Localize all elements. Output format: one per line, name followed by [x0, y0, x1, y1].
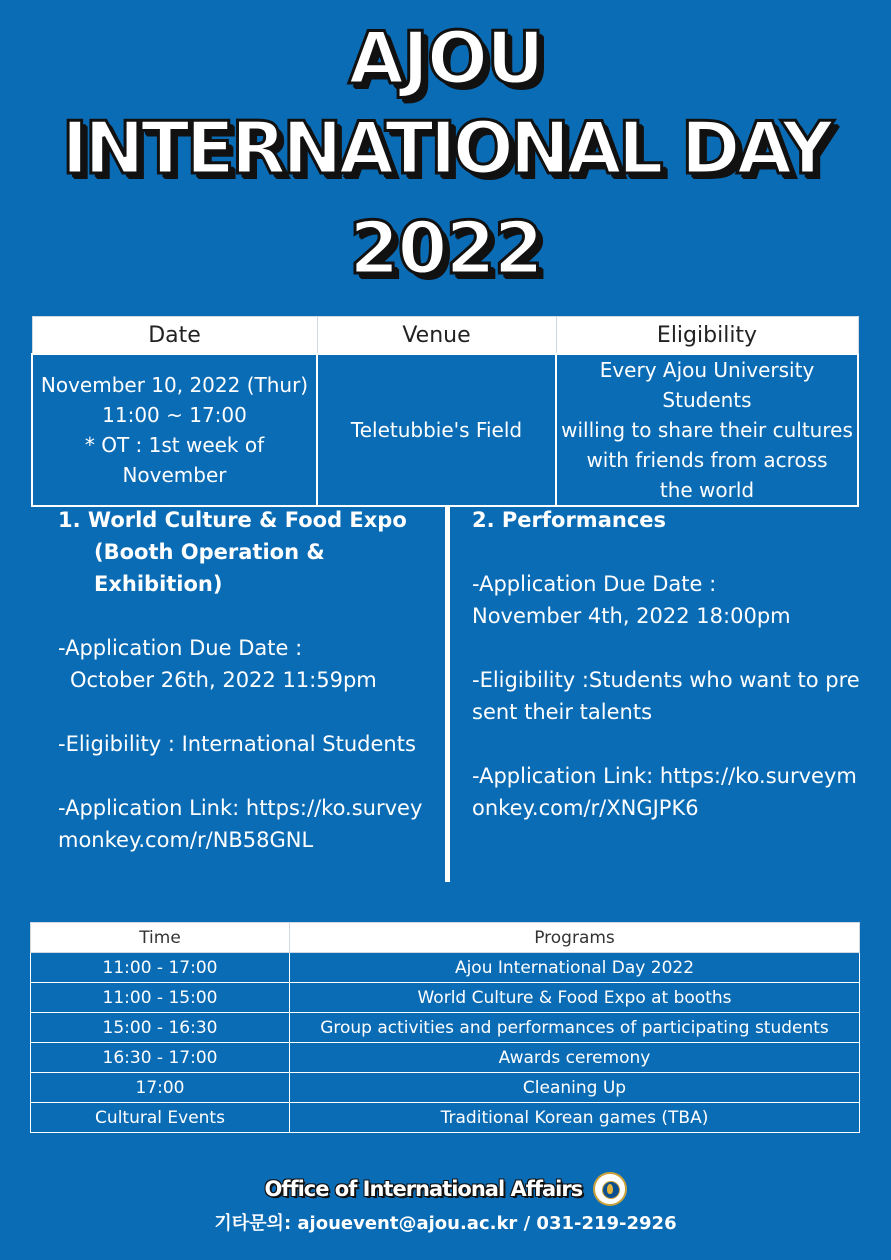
eligibility-cell — [556, 354, 858, 506]
performances-heading: 2. Performances — [472, 508, 667, 532]
title-international-day: INTERNATIONAL DAY — [61, 106, 830, 190]
expo-heading: 1. World Culture & Food Expo — [58, 508, 407, 532]
eligibility-line: with friends from across — [586, 448, 828, 472]
section-performances — [472, 504, 864, 824]
expo-subheading: (Booth Operation & Exhibition) — [94, 540, 325, 596]
table-row — [31, 1103, 860, 1133]
section-divider — [445, 506, 450, 882]
performances-due-date: November 4th, 2022 18:00pm — [472, 604, 791, 628]
info-header-row — [32, 317, 858, 355]
schedule-program: Traditional Korean games (TBA) — [290, 1103, 860, 1133]
title-year: 2022 — [349, 206, 542, 290]
header-venue: Venue — [317, 317, 556, 355]
schedule-program: Cleaning Up — [290, 1073, 860, 1103]
schedule-program: Awards ceremony — [290, 1043, 860, 1073]
schedule-time: Cultural Events — [31, 1103, 290, 1133]
event-info-table — [31, 316, 859, 507]
orientation-note: * OT : 1st week of November — [84, 433, 265, 487]
performances-eligibility: -Eligibility :Students who want to present their talents — [472, 668, 860, 724]
schedule-time: 11:00 - 15:00 — [31, 983, 290, 1013]
header-time: Time — [31, 923, 290, 953]
contact-info: 기타문의: ajouevent@ajou.ac.kr / 031-219-2926 — [214, 1213, 677, 1234]
table-row — [31, 1043, 860, 1073]
eligibility-line: willing to share their cultures — [561, 418, 853, 442]
office-name: Office of International Affairs — [264, 1177, 583, 1201]
table-row — [31, 1013, 860, 1043]
expo-eligibility: -Eligibility : International Students — [58, 732, 416, 756]
table-row — [31, 953, 860, 983]
info-value-row — [32, 354, 858, 506]
schedule-header-row — [31, 923, 860, 953]
header-programs: Programs — [290, 923, 860, 953]
schedule-table — [30, 922, 860, 1133]
expo-application-link[interactable]: -Application Link: https://ko.surveymonkey.com/r/NB58GNL — [58, 796, 423, 852]
eligibility-line: Every Ajou University Students — [599, 358, 815, 412]
date-cell — [32, 354, 317, 506]
header-eligibility: Eligibility — [556, 317, 858, 355]
expo-due-label: -Application Due Date : — [58, 636, 303, 660]
schedule-time: 11:00 - 17:00 — [31, 953, 290, 983]
header-date: Date — [32, 317, 317, 355]
schedule-program: Group activities and performances of participating students — [290, 1013, 860, 1043]
performances-due-label: -Application Due Date : — [472, 572, 717, 596]
schedule-program: Ajou International Day 2022 — [290, 953, 860, 983]
schedule-time: 17:00 — [31, 1073, 290, 1103]
schedule-program: World Culture & Food Expo at booths — [290, 983, 860, 1013]
venue-cell: Teletubbie's Field — [317, 354, 556, 506]
title-ajou: AJOU — [348, 16, 543, 100]
eligibility-line: the world — [659, 478, 755, 502]
expo-due-date: October 26th, 2022 11:59pm — [70, 668, 377, 692]
office-footer — [0, 1172, 891, 1206]
event-hours: 11:00 ~ 17:00 — [102, 403, 247, 427]
table-row — [31, 983, 860, 1013]
table-row — [31, 1073, 860, 1103]
schedule-time: 15:00 - 16:30 — [31, 1013, 290, 1043]
event-date: November 10, 2022 (Thur) — [40, 373, 309, 397]
performances-application-link[interactable]: -Application Link: https://ko.surveymonkey.com/r/XNGJPK6 — [472, 764, 857, 820]
schedule-time: 16:30 - 17:00 — [31, 1043, 290, 1073]
section-food-expo — [58, 504, 438, 856]
university-seal-icon — [593, 1172, 627, 1206]
